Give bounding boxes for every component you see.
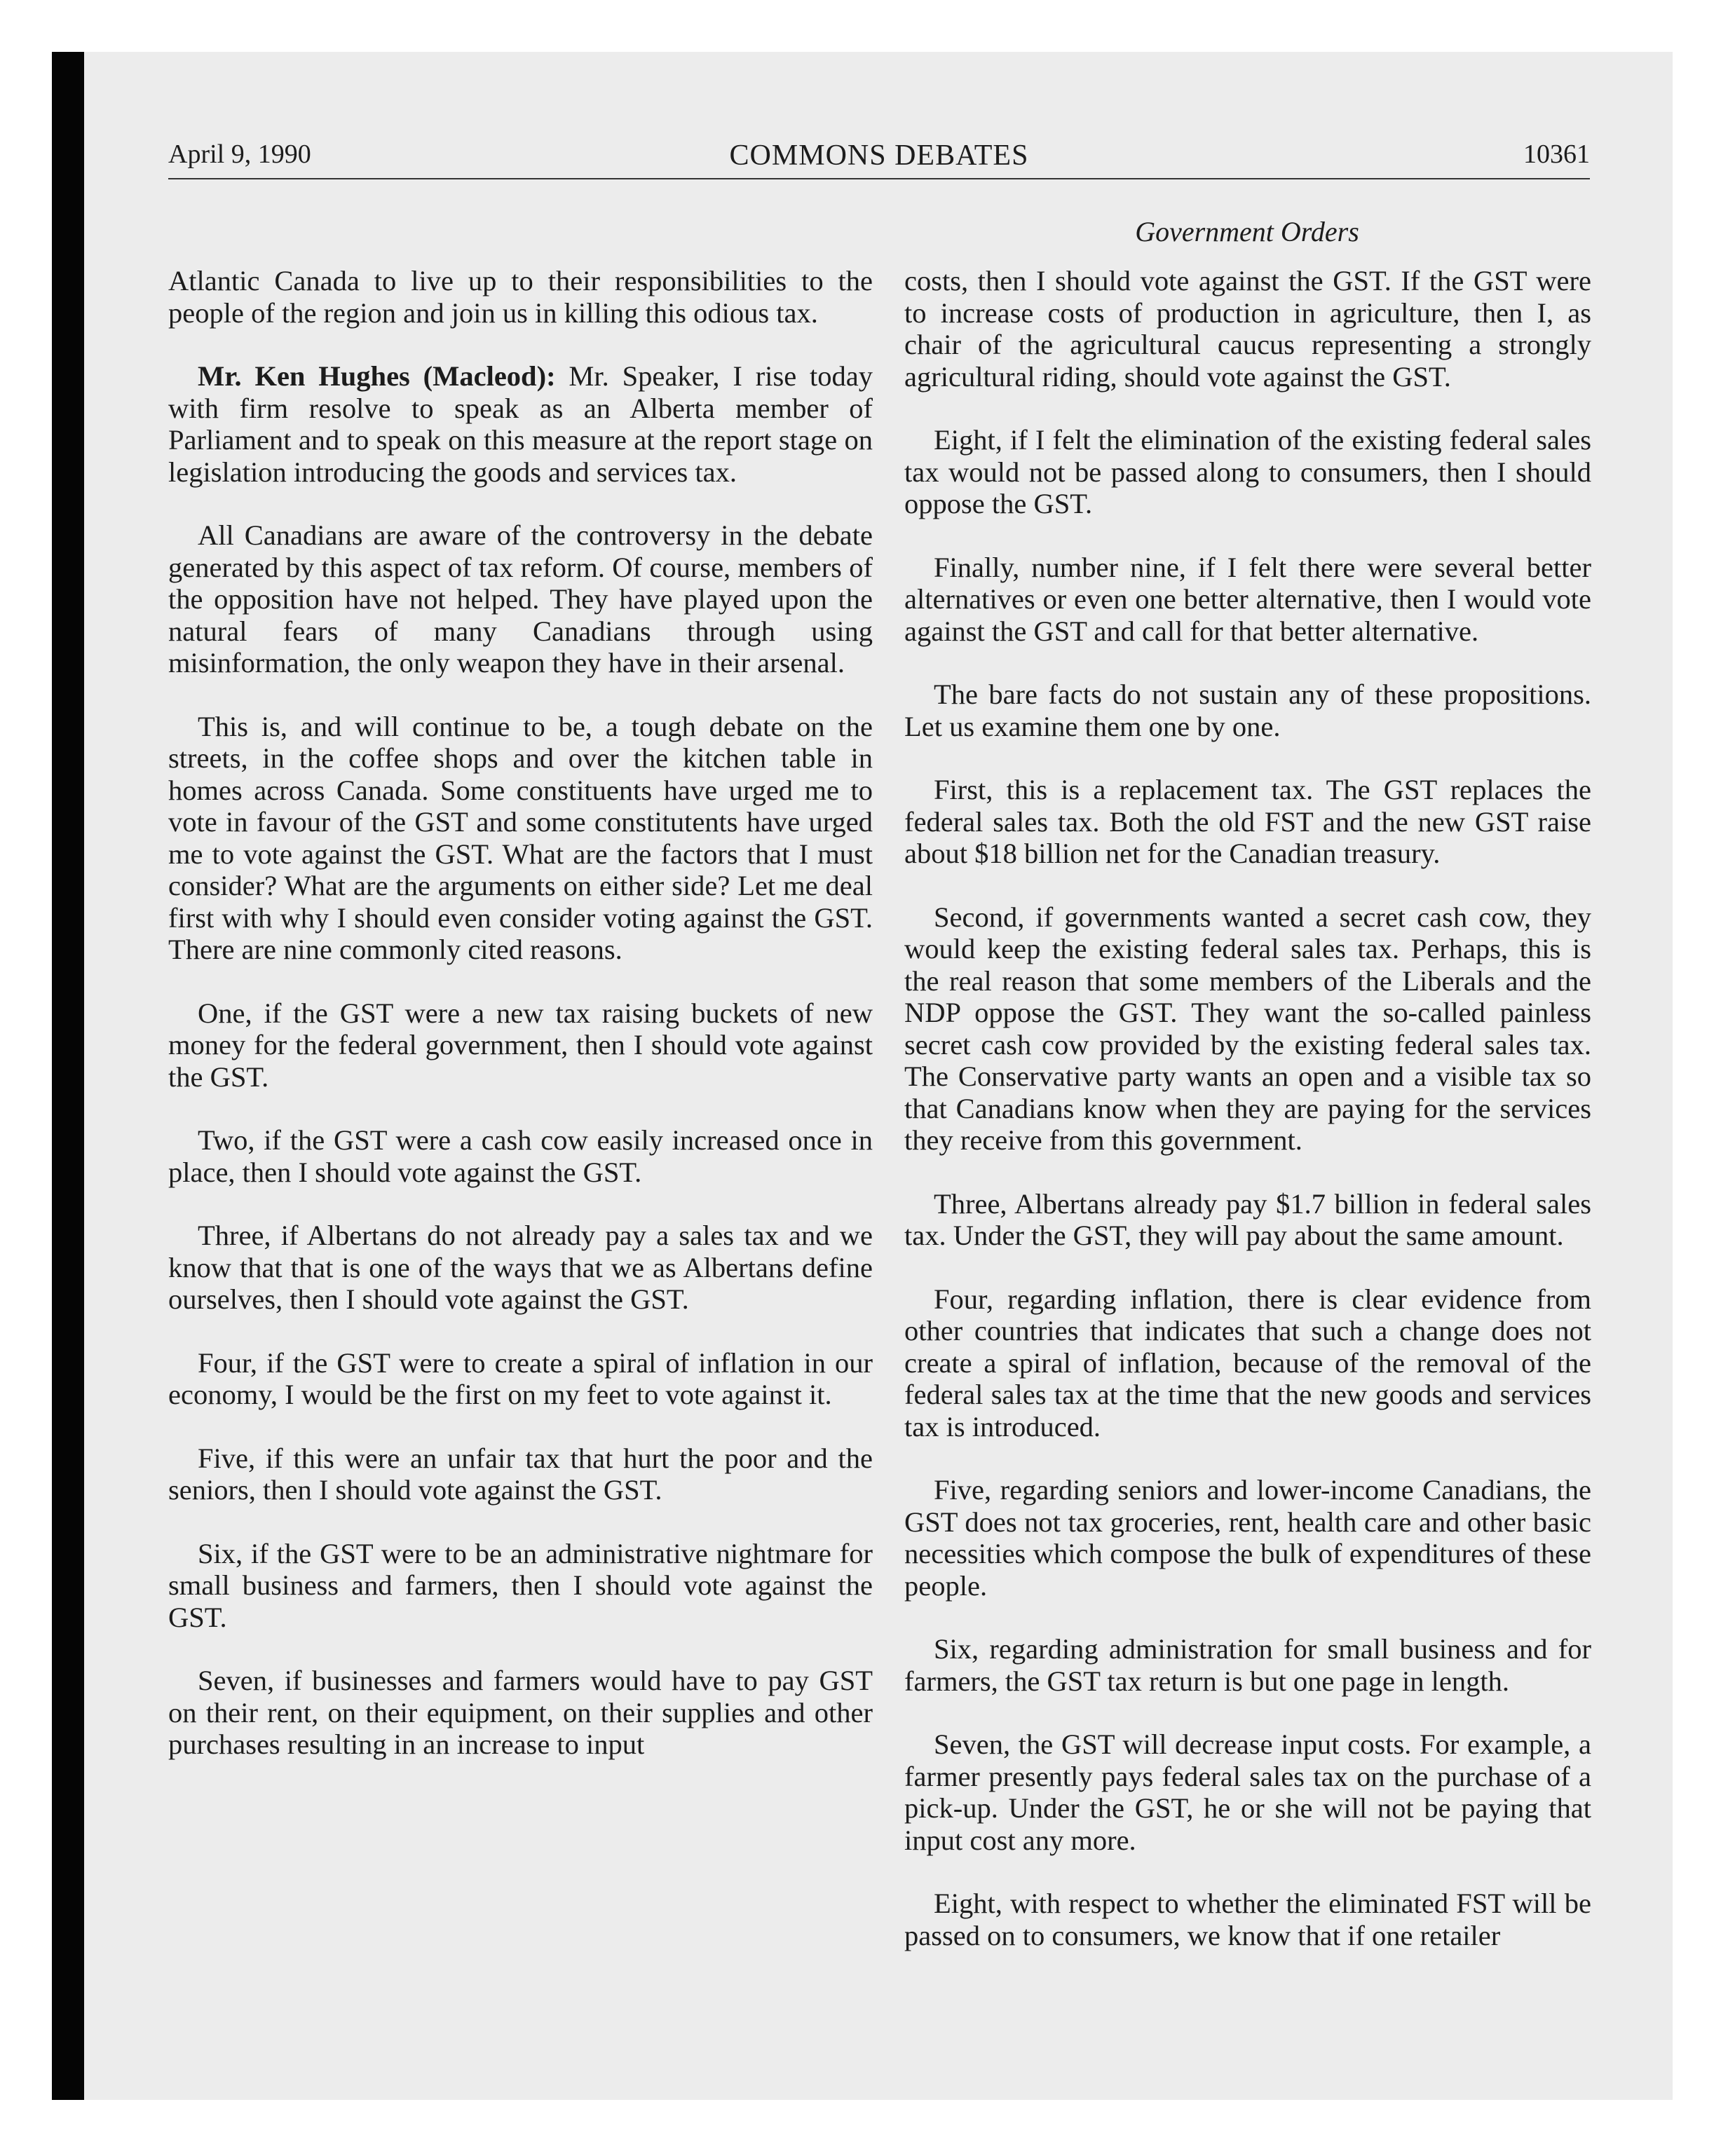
paragraph: One, if the GST were a new tax raising buckets of new money for the federal government, then I should vote against the GST. [168,997,873,1093]
paragraph: Two, if the GST were a cash cow easily increased once in place, then I should vote against the GST. [168,1124,873,1188]
header-title: COMMONS DEBATES [729,139,1029,172]
paragraph: Seven, the GST will decrease input costs. For example, a farmer presently pays federal sales tax on the purchase of a pick-up. Under the GST, he or she will not be paying that input cost any more. [904,1728,1591,1856]
paragraph: Seven, if businesses and farmers would have to pay GST on their rent, on their equipment, on their supplies and other purchases resulting in an increase to input [168,1665,873,1760]
page-header [168,139,1590,175]
paragraph: Finally, number nine, if I felt there were several better alternatives or even one better alternative, then I would vote against the GST and call for that better alternative. [904,551,1591,647]
paragraph-text: Mr. Speaker, I rise today with firm resolve to speak as an Alberta member of Parliament and to speak on this measure at the report stage on legislation introducing the goods and services tax. [168,360,873,488]
paragraph [168,360,873,488]
paragraph: This is, and will continue to be, a tough debate on the streets, in the coffee shops and over the kitchen table in homes across Canada. Some constituents have urged me to vote in favour of the GST and some constitutents have urged me to vote against the GST. What are the factors that I must consider? What are the arguments on either side? Let me deal first with why I should even consider voting against the GST. There are nine commonly cited reasons. [168,710,873,965]
paragraph: Three, if Albertans do not already pay a sales tax and we know that that is one of the ways that we as Albertans define ourselves, then I should vote against the GST. [168,1220,873,1315]
binding-edge [52,52,84,2100]
section-title: Government Orders [1135,216,1359,247]
paragraph: The bare facts do not sustain any of these propositions. Let us examine them one by one. [904,678,1591,742]
paragraph: Second, if governments wanted a secret cash cow, they would keep the existing federal sales tax. Perhaps, this is the real reason that some members of the Liberals and the NDP oppose the GST. They want the so-called painless secret cash cow provided by the existing federal sales tax. The Conservative party wants an open and a visible tax so that Canadians know when they are paying for the services they receive from this government. [904,901,1591,1156]
paragraph: All Canadians are aware of the controversy in the debate generated by this aspect of tax reform. Of course, members of the opposition have not helped. They have played upon the natural fears of many Canadians through using misinformation, the only weapon they have in their arsenal. [168,519,873,678]
speaker-name: Mr. Ken Hughes (Macleod): [198,360,556,392]
paragraph: Atlantic Canada to live up to their responsibilities to the people of the region and join us in killing this odious tax. [168,265,873,329]
paragraph: Five, regarding seniors and lower-income Canadians, the GST does not tax groceries, rent, health care and other basic necessities which compose the bulk of expenditures of these people. [904,1474,1591,1602]
paragraph: Three, Albertans already pay $1.7 billion in federal sales tax. Under the GST, they will pay about the same amount. [904,1187,1591,1251]
paragraph: First, this is a replacement tax. The GST replaces the federal sales tax. Both the old FST and the new GST raise about $18 billion net for the Canadian treasury. [904,774,1591,869]
header-date: April 9, 1990 [168,139,311,169]
paragraph: Six, if the GST were to be an administrative nightmare for small business and farmers, then I should vote against the GST. [168,1537,873,1633]
paragraph: costs, then I should vote against the GST. If the GST were to increase costs of production in agriculture, then I, as chair of the agricultural caucus representing a strongly agricultural riding, should vote against the GST. [904,265,1591,393]
header-page-number: 10361 [1523,139,1590,169]
paragraph: Four, if the GST were to create a spiral of inflation in our economy, I would be the first on my feet to vote against it. [168,1346,873,1410]
paragraph: Five, if this were an unfair tax that hurt the poor and the seniors, then I should vote against the GST. [168,1442,873,1506]
left-column [168,265,873,1792]
header-rule [168,178,1590,179]
paragraph: Four, regarding inflation, there is clear evidence from other countries that indicates that such a change does not create a spiral of inflation, because of the removal of the federal sales tax at the time that the new goods and services tax is introduced. [904,1283,1591,1442]
paragraph: Eight, with respect to whether the eliminated FST will be passed on to consumers, we know that if one retailer [904,1888,1591,1951]
right-column [904,265,1591,1983]
paragraph: Eight, if I felt the elimination of the existing federal sales tax would not be passed along to consumers, then I should oppose the GST. [904,424,1591,519]
paragraph: Six, regarding administration for small business and for farmers, the GST tax return is but one page in length. [904,1633,1591,1697]
